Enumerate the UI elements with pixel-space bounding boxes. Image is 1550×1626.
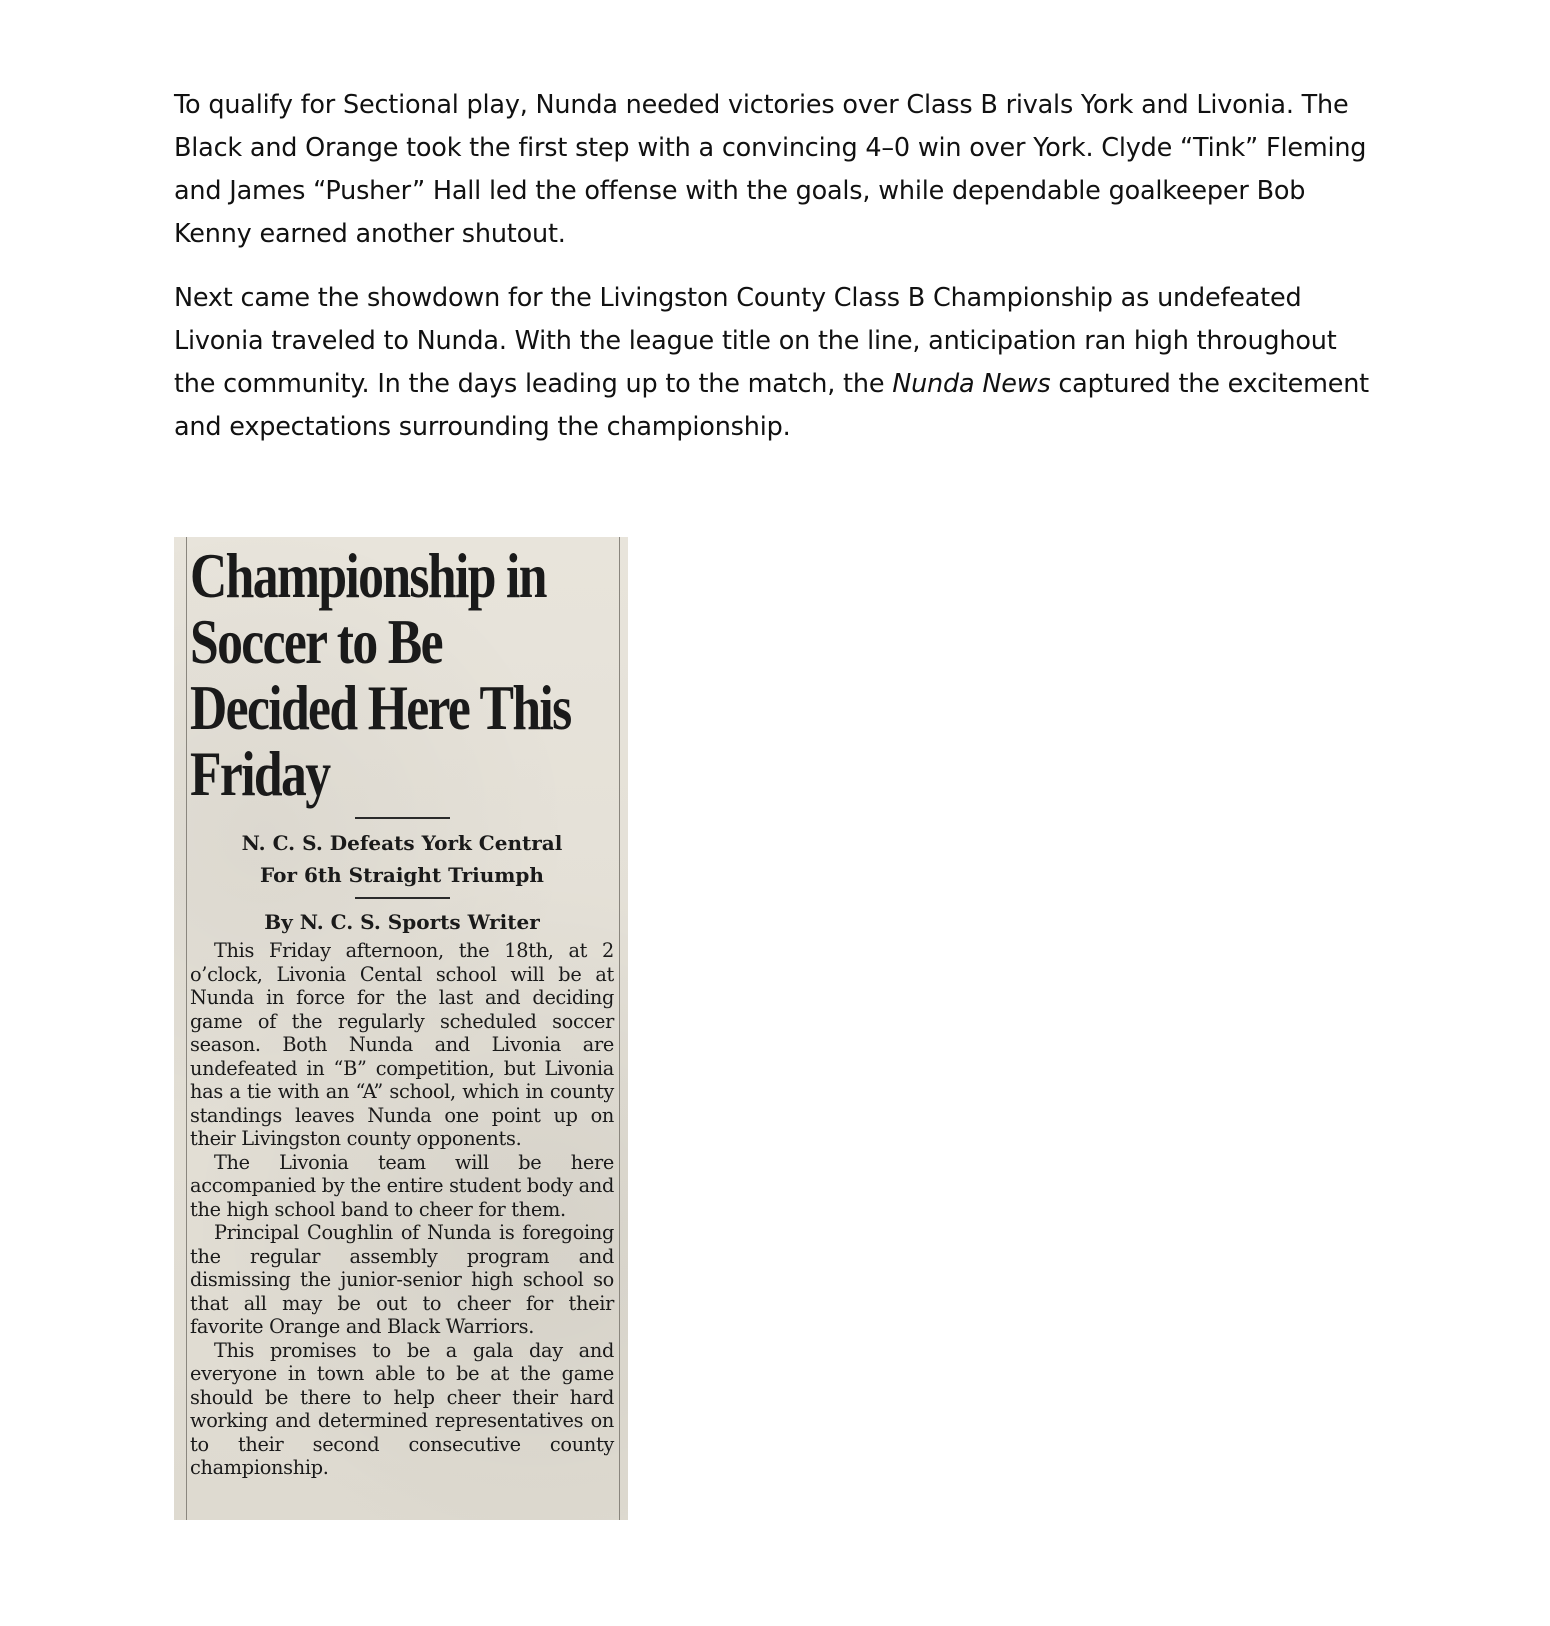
paragraph-text-end: captured the excitement and expectations surrounding the championship. [174, 369, 1369, 442]
clipping-paragraph: This Friday afternoon, the 18th, at 2 o’clock, Livonia Cental school will be at Nunda in force for the last and deciding game of the regularly scheduled soccer season. Both Nunda and Livonia are undefeated in “B” competition, but Livonia has a tie with an “A” school, which in county standings leaves Nunda one point up on their Livingston county opponents. [190, 939, 614, 1150]
clipping-subhead-line1: N. C. S. Defeats York Central [241, 831, 563, 855]
article-body [174, 84, 1374, 470]
clipping-paragraph: The Livonia team will be here accompanied by the entire student body and the high school band to cheer for them. [190, 1150, 614, 1221]
newspaper-title: Nunda News [892, 369, 1051, 399]
clipping-headline: Championship in Soccer to Be Decided Here This Friday [190, 541, 571, 809]
subhead-rule [355, 897, 450, 899]
clipping-paragraph: This promises to be a gala day and everyone in town able to be at the game should be there to help cheer their hard working and determined representatives on to their second consecutive county championship. [190, 1338, 614, 1479]
column-rule-right [619, 537, 620, 1520]
paragraph-york-win: To qualify for Sectional play, Nunda needed victories over Class B rivals York and Livonia. The Black and Orange took the first step with a convincing 4–0 win over York. Clyde “Tink” Fleming and James “Pusher” Hall led the offense with the goals, while dependable goalkeeper Bob Kenny earned another shutout. [174, 90, 1367, 249]
paragraph-championship-preview [174, 277, 1374, 449]
clipping-content [190, 543, 614, 1480]
paragraph-text-start: Next came the showdown for the Livingston County Class B Championship as undefeated Livonia traveled to Nunda. With the league title on the line, anticipation ran high throughout the community. In the days leading up to the match, the [174, 283, 1337, 399]
clipping-byline: By N. C. S. Sports Writer [264, 910, 540, 934]
clipping-subhead-line2: For 6th Straight Triumph [260, 863, 544, 887]
clipping-paragraph: Principal Coughlin of Nunda is foregoing the regular assembly program and dismissing the junior-senior high school so that all may be out to cheer for their favorite Orange and Black Warriors. [190, 1221, 614, 1338]
headline-rule [355, 817, 450, 819]
column-rule-left [186, 537, 187, 1520]
newspaper-clipping-image [174, 537, 628, 1520]
